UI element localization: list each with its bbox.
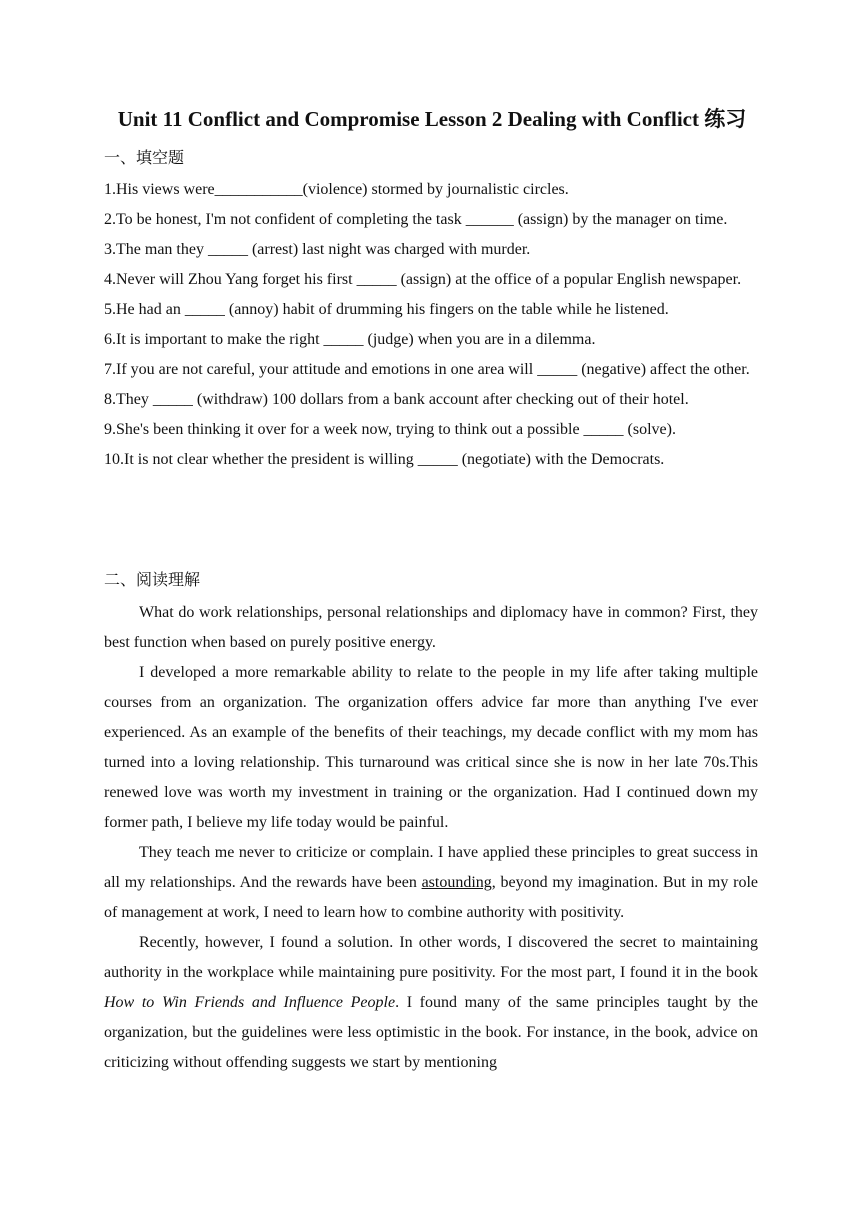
reading-passage bbox=[104, 598, 758, 1078]
question-item: 9.She's been thinking it over for a week now, trying to think out a possible _____ (solve). bbox=[104, 421, 676, 438]
passage-paragraph-2: I developed a more remarkable ability to relate to the people in my life after taking multiple courses from an organization. The organization offers advice far more than anything I've ever experienced. As an example of the benefits of their teachings, my decade conflict with my mom has turned into a loving relationship. This turnaround was critical since she is now in her late 70s.This renewed love was worth my investment in training or the organization. Had I continued down my former path, I believe my life today would be painful. bbox=[104, 664, 758, 831]
paragraph-text: , beyond my imagination. But in my role of management at work, I need to learn how to combine authority with positivity. bbox=[104, 874, 759, 921]
paragraph-text: They teach me never to criticize or complain. I have applied these principles to great success in all my relationships. And the rewards have been bbox=[104, 844, 758, 891]
paragraph-text: Recently, however, I found a solution. In other words, I discovered the secret to maintaining authority in the workplace while maintaining pure positivity. For the most part, I found it in the book bbox=[104, 934, 758, 981]
question-item: 3.The man they _____ (arrest) last night was charged with murder. bbox=[104, 241, 531, 258]
question-item: 10.It is not clear whether the president is willing _____ (negotiate) with the Democrats. bbox=[104, 451, 665, 468]
question-item: 4.Never will Zhou Yang forget his first _____ (assign) at the office of a popular English newspaper. bbox=[104, 271, 742, 288]
question-item: 5.He had an _____ (annoy) habit of drumming his fingers on the table while he listened. bbox=[104, 301, 669, 318]
passage-paragraph-1: What do work relationships, personal relationships and diplomacy have in common? First, they best function when based on purely positive energy. bbox=[104, 604, 758, 651]
fill-in-items bbox=[104, 175, 758, 475]
passage-paragraph-4 bbox=[104, 928, 758, 1078]
question-item: 8.They _____ (withdraw) 100 dollars from a bank account after checking out of their hotel. bbox=[104, 391, 689, 408]
question-item: 1.His views were___________(violence) stormed by journalistic circles. bbox=[104, 181, 569, 198]
section-heading-fill-in: 一、填空题 bbox=[104, 148, 185, 167]
question-item: 2.To be honest, I'm not confident of completing the task ______ (assign) by the manager on time. bbox=[104, 211, 728, 228]
document-title: Unit 11 Conflict and Compromise Lesson 2 Dealing with Conflict 练习 bbox=[117, 107, 747, 131]
underlined-word: astounding bbox=[421, 874, 492, 891]
book-title: How to Win Friends and Influence People bbox=[104, 994, 396, 1011]
passage-paragraph-3 bbox=[104, 838, 758, 928]
paragraph-text: . I found many of the same principles taught by the organization, but the guidelines were less optimistic in the book. For instance, in the book, advice on criticizing without offending suggests we start by mentioning bbox=[104, 994, 758, 1071]
question-item: 6.It is important to make the right _____ (judge) when you are in a dilemma. bbox=[104, 331, 596, 348]
section-heading-reading: 二、阅读理解 bbox=[104, 570, 201, 589]
question-item: 7.If you are not careful, your attitude and emotions in one area will _____ (negative) affect the other. bbox=[104, 361, 750, 378]
